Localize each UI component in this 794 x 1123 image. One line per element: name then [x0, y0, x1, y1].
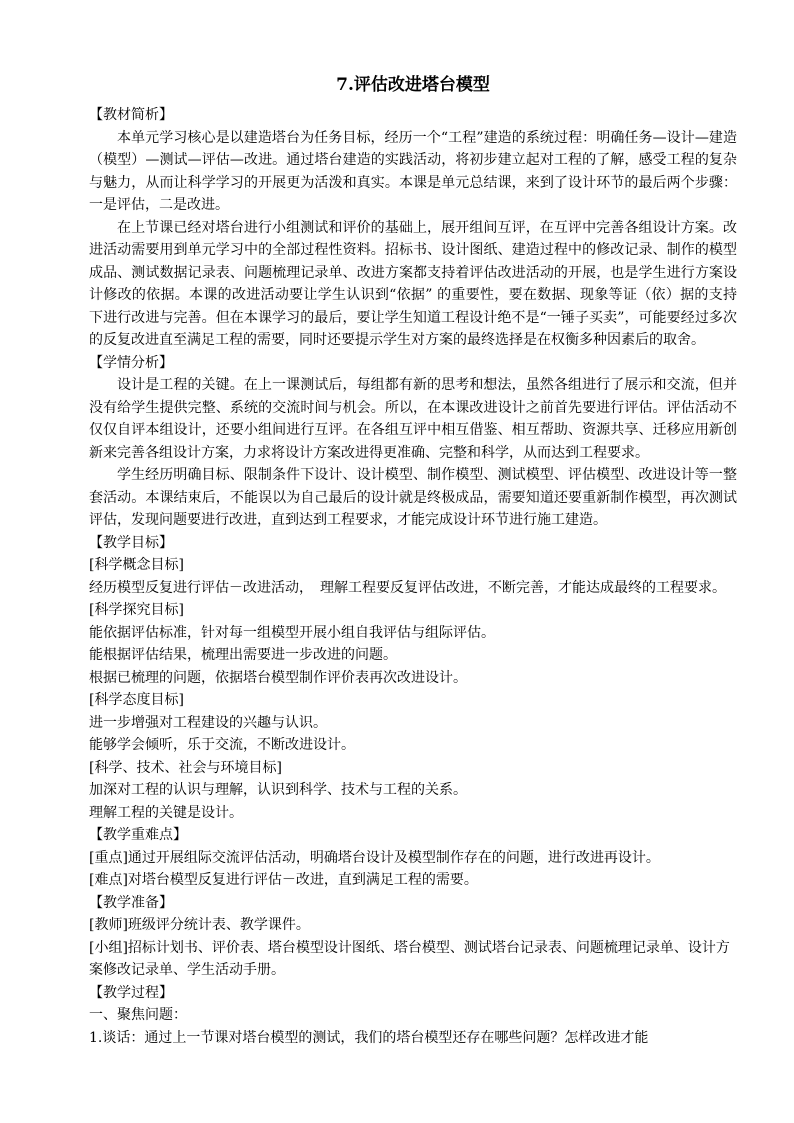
text-line: [科学概念目标]	[89, 557, 184, 573]
text-line: 经历模型反复进行评估－改进活动， 理解工程要反复评估改进，不断完善，才能达成最终的工程要求。	[89, 579, 726, 596]
section-heading: 【教学重难点】	[89, 827, 187, 843]
text-line: 理解工程的关键是设计。	[89, 804, 243, 821]
text-line: 一、聚焦问题：	[89, 1007, 187, 1023]
paragraph: 本单元学习核心是以建造塔台为任务目标，经历一个“工程”建造的系统过程：明确任务—设计—建造（模型）—测试—评估—改进。通过塔台建造的实践活动，将初步建立起对工程的了解，感受工程的复杂与魅力，从而让科学学习的开展更为活泼和真实。本课是单元总结课，来到了设计环节的最后两个步骤：一是评估，二是改进。	[89, 129, 737, 213]
document-page	[89, 64, 737, 1049]
text-line: 进一步增强对工程建设的兴趣与认识。	[89, 714, 327, 731]
section-heading: 【教学过程】	[89, 984, 173, 1001]
text-line: [科学态度目标]	[89, 692, 184, 708]
section-heading: 【教学准备】	[89, 894, 173, 911]
section-heading: 【教材简析】	[89, 107, 173, 123]
text-line: [小组]招标计划书、评价表、塔台模型设计图纸、塔台模型、测试塔台记录表、问题梳理记录单、设计方案修改记录单、学生活动手册。	[89, 939, 730, 978]
text-line: 1.谈话：通过上一节课对塔台模型的测试，我们的塔台模型还存在哪些问题？怎样改进才能	[89, 1029, 649, 1046]
text-line: [科学、技术、社会与环境目标]	[89, 759, 282, 776]
text-line: 能依据评估标准，针对每一组模型开展小组自我评估与组际评估。	[89, 624, 495, 641]
section-heading: 【学情分析】	[89, 354, 173, 371]
text-line: [重点]通过开展组际交流评估活动，明确塔台设计及模型制作存在的问题，进行改进再设计。	[89, 849, 660, 866]
document-body	[89, 104, 737, 1049]
document-title: 7.评估改进塔台模型	[336, 75, 490, 95]
text-line: 加深对工程的认识与理解，认识到科学、技术与工程的关系。	[89, 782, 467, 798]
paragraph: 设计是工程的关键。在上一课测试后，每组都有新的思考和想法，虽然各组进行了展示和交流，但并没有给学生提供完整、系统的交流时间与机会。所以，在本课改进设计之前首先要进行评估。评估活动不仅仅自评本组设计，还要小组间进行互评。在各组互评中相互借鉴、相互帮助、资源共享、迁移应用新创新来完善各组设计方案，力求将设计方案改进得更准确、完整和科学，从而达到工程要求。	[89, 377, 737, 461]
text-line: 根据已梳理的问题，依据塔台模型制作评价表再次改进设计。	[89, 669, 467, 686]
text-line: [教师]班级评分统计表、教学课件。	[89, 917, 310, 933]
text-line: 能够学会倾听，乐于交流，不断改进设计。	[89, 737, 355, 753]
text-line: [难点]对塔台模型反复进行评估－改进，直到满足工程的需要。	[89, 872, 478, 888]
text-line: [科学探究目标]	[89, 602, 184, 618]
section-heading: 【教学目标】	[89, 534, 173, 551]
paragraph: 在上节课已经对塔台进行小组测试和评价的基础上，展开组间互评，在互评中完善各组设计方案。改进活动需要用到单元学习中的全部过程性资料。招标书、设计图纸、建造过程中的修改记录、制作的模型成品、测试数据记录表、问题梳理记录单、改进方案都支持着评估改进活动的开展，也是学生进行方案设计修改的依据。本课的改进活动要让学生认识到“依据” 的重要性，要在数据、现象等证（依）据的支持下进行改进与完善。但在本课学习的最后，要让学生知道工程设计绝不是“一锤子买卖”，可能要经过多次的反复改进直至满足工程的需要，同时还要提示学生对方案的最终选择是在权衡多种因素后的取舍。	[89, 219, 737, 348]
paragraph: 学生经历明确目标、限制条件下设计、设计模型、制作模型、测试模型、评估模型、改进设计等一整套活动。本课结束后，不能误以为自己最后的设计就是终极成品，需要知道还要重新制作模型，再次测试评估，发现问题要进行改进，直到达到工程要求，才能完成设计环节进行施工建造。	[89, 467, 737, 528]
text-line: 能根据评估结果，梳理出需要进一步改进的问题。	[89, 647, 397, 663]
